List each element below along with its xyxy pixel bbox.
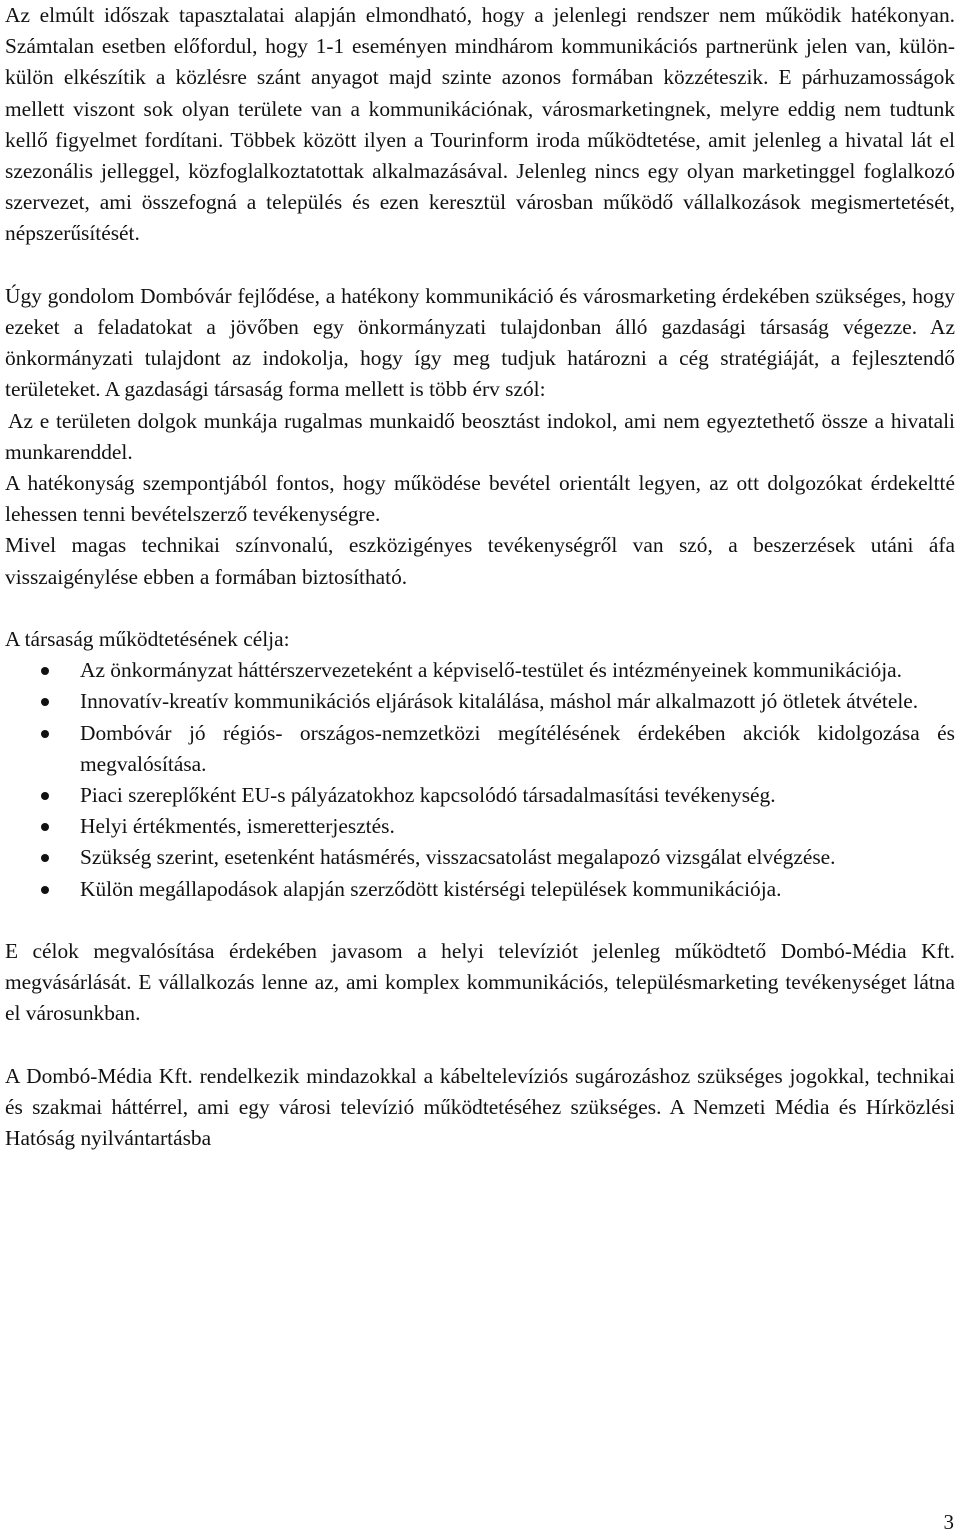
bullet-icon bbox=[41, 886, 49, 894]
paragraph-flexible-hours: Az e területen dolgok munkája rugalmas munkaidő beosztást indokol, ami nem egyeztethető össze a hivatali munkarenddel. bbox=[5, 408, 955, 464]
document-page bbox=[5, 0, 955, 1154]
bullet-icon bbox=[41, 823, 49, 831]
bullet-icon bbox=[41, 698, 49, 706]
goals-heading: A társaság működtetésének célja: bbox=[5, 627, 290, 652]
list-item bbox=[5, 686, 955, 717]
list-item bbox=[5, 780, 955, 811]
list-item bbox=[5, 811, 955, 842]
goals-list bbox=[5, 655, 955, 905]
paragraph-proposal: Úgy gondolom Dombóvár fejlődése, a hatékony kommunikáció és városmarketing érdekében szükséges, hogy ezeket a feladatokat a jövőben egy önkormányzati tulajdonban álló gazdasági társaság végezze. Az önkormányzati tulajdont az indokolja, hogy így meg tudjuk határozni a cég stratégiáját, a fejlesztendő területeket. A gazdasági társaság forma mellett is több érv szól: bbox=[5, 283, 955, 402]
paragraph-gap bbox=[5, 250, 955, 281]
bullet-icon bbox=[41, 667, 49, 675]
paragraph-gap bbox=[5, 1030, 955, 1061]
paragraph-gap bbox=[5, 905, 955, 936]
paragraph-current-system: Az elmúlt időszak tapasztalatai alapján elmondható, hogy a jelenlegi rendszer nem működik hatékonyan. Számtalan esetben előfordul, hogy 1-1 eseményen mindhárom kommunikációs partnerünk jelen van, külön-külön elkészítik a közlésre szánt anyagot majd szinte azonos formában közzéteszik. E párhuzamosságok mellett viszont sok olyan területe van a kommunikációnak, városmarketingnek, melyre eddig nem tudtunk kellő figyelmet fordítani. Többek között ilyen a Tourinform iroda működtetése, amit jelenleg a hivatal lát el szezonális jelleggel, közfoglalkoztatottak alkalmazásával. Jelenleg nincs egy olyan marketinggel foglalkozó szervezet, ami összefogná a település és ezen keresztül városban működő vállalkozások megismertetését, népszerűsítését. bbox=[5, 3, 955, 246]
list-item-text: Helyi értékmentés, ismeretterjesztés. bbox=[80, 814, 395, 839]
list-item-text: Piaci szereplőként EU-s pályázatokhoz kapcsolódó társadalmasítási tevékenység. bbox=[80, 783, 776, 808]
paragraph-acquisition: E célok megvalósítása érdekében javasom a helyi televíziót jelenleg működtető Dombó-Média Kft. megvásárlását. E vállalkozás lenne az, ami komplex kommunikációs, településmarketing tevékenységet látna el városunkban. bbox=[5, 939, 955, 1026]
page-number: 3 bbox=[943, 1510, 954, 1534]
paragraph-gap bbox=[5, 593, 955, 624]
bullet-icon bbox=[41, 730, 49, 738]
paragraph-media-company: A Dombó-Média Kft. rendelkezik mindazokkal a kábeltelevíziós sugározáshoz szükséges jogokkal, technikai és szakmai háttérrel, ami egy városi televízió működtetéséhez szükséges. A Nemzeti Média és Hírközlési Hatóság nyilvántartásba bbox=[5, 1063, 955, 1151]
list-item-text: Dombóvár jó régiós- országos-nemzetközi megítélésének érdekében akciók kidolgozása és megvalósítása. bbox=[80, 720, 955, 776]
paragraph-efficiency: A hatékonyság szempontjából fontos, hogy működése bevétel orientált legyen, az ott dolgozókat érdekeltté lehessen tenni bevételszerző tevékenységre. bbox=[5, 471, 955, 527]
list-item bbox=[5, 874, 955, 905]
list-item-text: Az önkormányzat háttérszervezeteként a képviselő-testület és intézményeinek kommunikációja. bbox=[80, 658, 903, 683]
list-item-text: Innovatív-kreatív kommunikációs eljárások kitalálása, máshol már alkalmazott jó ötletek átvétele. bbox=[80, 689, 919, 714]
bullet-icon bbox=[41, 854, 49, 862]
bullet-icon bbox=[41, 792, 49, 800]
list-item bbox=[5, 655, 955, 686]
paragraph-vat: Mivel magas technikai színvonalú, eszközigényes tevékenységről van szó, a beszerzések utáni áfa visszaigénylése ebben a formában biztosítható. bbox=[5, 533, 955, 589]
list-item-text: Szükség szerint, esetenként hatásmérés, visszacsatolást megalapozó vizsgálat elvégzése. bbox=[80, 845, 836, 870]
list-item bbox=[5, 718, 955, 780]
list-item bbox=[5, 842, 955, 873]
list-item-text: Külön megállapodások alapján szerződött kistérségi települések kommunikációja. bbox=[80, 876, 782, 901]
